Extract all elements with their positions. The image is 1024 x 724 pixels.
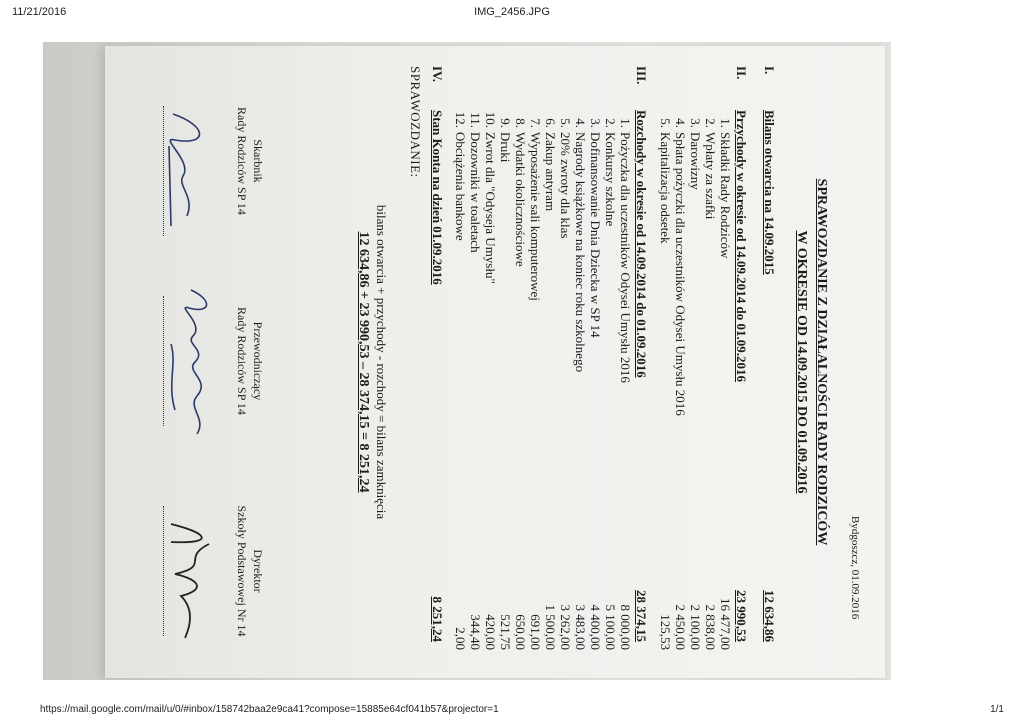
item-number: 12. (453, 111, 468, 128)
item-number: 2. (703, 118, 718, 128)
item-number: 5. (658, 118, 673, 128)
section-total: 28 374,15 (634, 590, 649, 642)
document-title: SPRAWOZDANIE Z DZIAŁALNOŚCI RADY RODZICÓW (814, 178, 829, 546)
section-number: I. (762, 66, 777, 75)
item-amount: 4 400,00 (588, 604, 603, 650)
item-label: Wyposażenie sali komputerowej (528, 132, 543, 301)
formula-text: bilans otwarcia + przychody - rozchody = bilans zamknięcia (374, 204, 389, 520)
item-number: 11. (468, 112, 483, 128)
item-number: 3. (588, 118, 603, 128)
item-amount: 16 477,00 (718, 598, 733, 650)
signatory-body: Rady Rodziców SP 14 (235, 107, 249, 215)
section-title: Bilans otwarcia na 14.09.2015 (762, 110, 777, 275)
item-label: Składki Rady Rodziców (718, 132, 733, 259)
item-number: 1. (618, 118, 633, 128)
item-number: 2. (603, 118, 618, 128)
item-number: 4. (673, 118, 688, 128)
formula-calculation: 12 634,86 + 23 990,53 – 28 374,15 = 8 251,24 (356, 231, 371, 493)
item-amount: 8 000,00 (618, 604, 633, 650)
item-number: 5. (558, 118, 573, 128)
signatory-role: Przewodniczący (251, 321, 265, 401)
document-photo (43, 42, 891, 680)
signatory-body: Szkoły Podstawowej Nr 14 (235, 505, 249, 637)
item-number: 7. (528, 118, 543, 128)
item-label: Nagrody książkowe na koniec roku szkolnego (573, 132, 588, 373)
line-item (673, 110, 688, 650)
item-label: Druki (498, 132, 513, 163)
item-label: Darowizny (688, 132, 703, 190)
item-number: 9. (498, 118, 513, 128)
line-item (483, 110, 498, 650)
signatory-role: Dyrektor (251, 549, 265, 593)
line-item (658, 110, 673, 650)
item-number: 1. (718, 118, 733, 128)
rotated-document (105, 46, 885, 678)
item-amount: 3 483,00 (573, 604, 588, 650)
item-amount: 5 100,00 (603, 604, 618, 650)
section-total: 23 990,53 (734, 590, 749, 642)
line-item (453, 110, 468, 650)
section-title: Stan Konta na dzień 01.09.2016 (430, 110, 445, 285)
section-total: 12 634,86 (762, 590, 777, 642)
item-amount: 2 838,00 (703, 604, 718, 650)
signatory-role: Skarbnik (251, 139, 265, 183)
item-label: Wpłaty za szafki (703, 132, 718, 220)
item-label: Dofinansowanie Dnia Dziecka w SP 14 (588, 132, 603, 338)
item-label: Wydatki okolicznościowe (513, 132, 528, 267)
line-item (718, 110, 733, 650)
item-amount: 2 450,00 (673, 604, 688, 650)
item-amount: 125,53 (658, 614, 673, 650)
section-total: 8 251,24 (430, 596, 445, 642)
item-label: 20% zwroty dla klas (558, 132, 573, 239)
line-item (618, 110, 633, 650)
item-label: Konkursy szkolne (603, 132, 618, 227)
item-amount: 1 500,00 (543, 604, 558, 650)
chairperson-signature (157, 284, 221, 464)
item-amount: 650,00 (513, 614, 528, 650)
item-label: Zwrot dla "Odyseja Umysłu" (483, 132, 498, 284)
item-number: 10. (483, 111, 498, 128)
item-label: Kapitalizacja odsetek (658, 132, 673, 244)
line-item (558, 110, 573, 650)
item-number: 8. (513, 118, 528, 128)
item-number: 6. (543, 118, 558, 128)
treasurer-signature (153, 106, 213, 256)
item-amount: 2,00 (453, 627, 468, 650)
line-item (703, 110, 718, 650)
page-counter: 1/1 (990, 704, 1004, 715)
item-amount: 420,00 (483, 614, 498, 650)
line-item (498, 110, 513, 650)
line-item (688, 110, 703, 650)
item-amount: 2 100,00 (688, 604, 703, 650)
section-title: Przychody w okresie od 14.09.2014 do 01.09.2016 (734, 110, 749, 383)
place-date: Bydgoszcz, 01.09.2016 (849, 516, 861, 620)
document-period: W OKRESIE OD 14.09.2015 DO 01.09.2016 (794, 230, 809, 494)
print-title: IMG_2456.JPG (474, 6, 550, 18)
item-label: Spłata pożyczki dla uczestników Odysei Umysłu 2016 (673, 132, 688, 416)
paper-sheet (105, 46, 885, 678)
item-label: Obciążenia bankowe (453, 132, 468, 241)
line-item (513, 110, 528, 650)
print-date: 11/21/2016 (12, 6, 67, 18)
item-amount: 3 262,00 (558, 604, 573, 650)
section-number: III. (634, 66, 649, 85)
line-item (468, 110, 483, 650)
item-amount: 521,75 (498, 614, 513, 650)
line-item (573, 110, 588, 650)
item-label: Pożyczka dla uczestników Odysei Umysłu 2016 (618, 132, 633, 383)
item-label: Dozowniki w toaletach (468, 132, 483, 253)
section-number: II. (734, 66, 749, 80)
line-item (603, 110, 618, 650)
item-label: Zakup antyram (543, 132, 558, 212)
page-url: https://mail.google.com/mail/u/0/#inbox/158742baa2e9ca41?compose=15885e64cf041b57&projector=1 (40, 704, 499, 715)
director-signature (157, 514, 221, 654)
line-item (588, 110, 603, 650)
item-amount: 691,00 (528, 614, 543, 650)
line-item (543, 110, 558, 650)
signatory-body: Rady Rodziców SP 14 (235, 307, 249, 415)
print-footer (0, 704, 1024, 720)
summary-label: SPRAWOZDANIE: (408, 66, 423, 178)
item-number: 4. (573, 118, 588, 128)
item-amount: 344,40 (468, 614, 483, 650)
item-number: 3. (688, 118, 703, 128)
section-number: IV. (430, 66, 445, 83)
section-title: Rozchody w okresie od 14.09.2014 do 01.09.2016 (634, 110, 649, 378)
print-header (0, 6, 1024, 22)
line-item (528, 110, 543, 650)
